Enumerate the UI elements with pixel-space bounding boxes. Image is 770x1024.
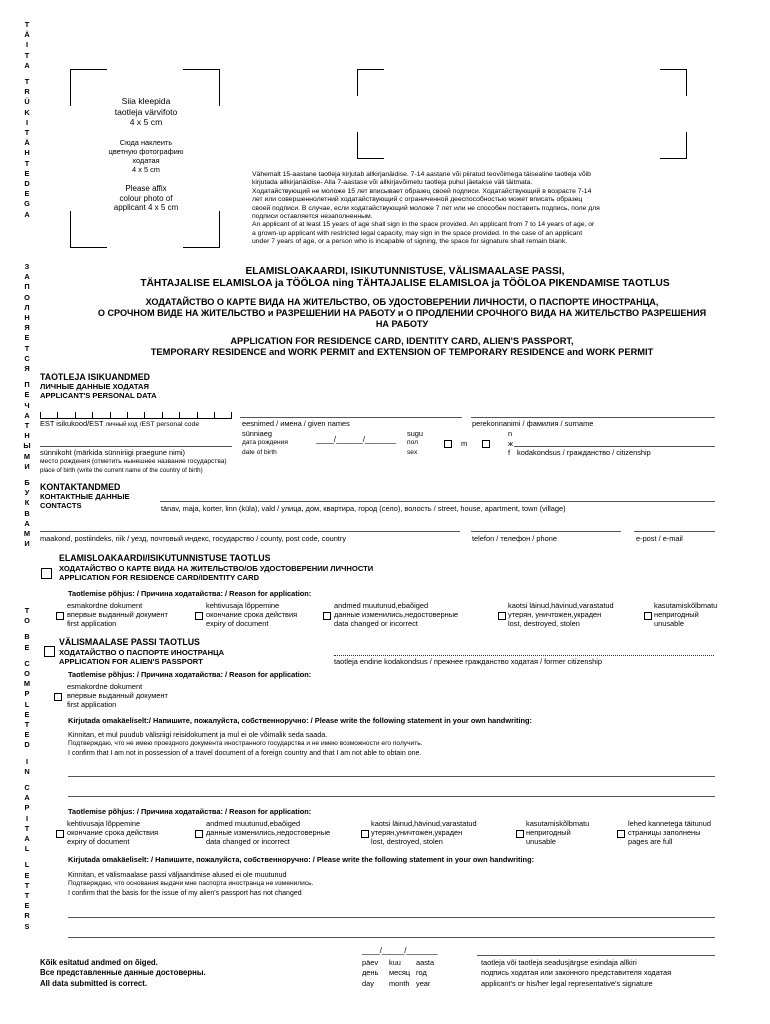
id-code-digit-divider	[92, 412, 93, 418]
id-code-label: EST isikukood/EST личный код /EST personal code	[40, 419, 200, 428]
given-names-input[interactable]	[240, 417, 462, 418]
reason-option	[526, 819, 589, 846]
side-letter: М	[23, 451, 31, 461]
side-letter: L	[24, 860, 30, 870]
title-eng: APPLICATION FOR RESIDENCE CARD, IDENTITY CARD, ALIEN'S PASSPORT, TEMPORARY RESIDENCE and WORK PERMIT and EXTENSION OF TEMPORARY RESIDENCE and WORK PERMIT	[150, 336, 654, 358]
pob-label-est: sünnikoht (märkida sünniriigi praegune nimi)	[40, 448, 186, 457]
phone-label: telefon / телефон / phone	[472, 534, 557, 543]
statement-1: Kinnitan, et mul puudub välisriigi reisidokument ja mul ei ole võimalik seda saada. Подтверждаю, что не имею проездного документа иностранного государства и не имею возможности его получить. I confirm that I am not in possession of a travel document of a foreign country and that I am not able to obtain one.	[68, 730, 423, 757]
side-letter: L	[24, 699, 30, 709]
side-letter: L	[24, 844, 30, 854]
side-letter: I	[25, 117, 29, 127]
sex-label-est: sugu	[407, 429, 424, 438]
side-letter: P	[24, 689, 30, 699]
reason-checkbox[interactable]	[195, 830, 203, 838]
reason-option	[67, 819, 158, 846]
side-text-estonian	[22, 20, 32, 220]
reason-option-text: впервые выданный документ	[67, 610, 168, 619]
sex-label-rus: пол	[407, 439, 418, 446]
reason-option	[206, 601, 297, 628]
reason-option-text: непригодный	[654, 610, 699, 619]
side-letter: M	[23, 679, 31, 689]
id-code-digit-divider	[40, 412, 41, 418]
reason-option-text: kaotsi läinud,hävinud,varastatud	[508, 601, 614, 610]
reason-checkbox[interactable]	[644, 612, 652, 620]
data-correct-statement: Kõik esitatud andmed on õiged. Все представленные данные достоверны. All data submitted is correct.	[40, 958, 206, 988]
side-letter: E	[24, 642, 30, 652]
reason-checkbox[interactable]	[617, 830, 625, 838]
reason-option	[628, 819, 711, 846]
side-letter: T	[24, 77, 30, 87]
reason-option-text: утерян, уничтожен,украден	[508, 610, 602, 619]
passport-heading: VÄLISMAALASE PASSI TAOTLUS ХОДАТАЙСТВО О ПАСПОРТЕ ИНОСТРАНЦА APPLICATION FOR ALIEN'S PASSPORT	[59, 637, 225, 666]
passport-reason-label-2: Taotlemise põhjus: / Причина ходатайства: / Reason for application:	[68, 807, 312, 816]
reason-checkbox[interactable]	[361, 830, 369, 838]
side-letter: A	[24, 209, 30, 219]
side-letter: H	[24, 148, 30, 158]
title-rus: ХОДАТАЙСТВО О КАРТЕ ВИДА НА ЖИТЕЛЬСТВО, ОБ УДОСТОВЕРЕНИИ ЛИЧНОСТИ, О ПАСПОРТЕ ИНОСТРАНЦА, О СРОЧНОМ ВИДЕ НА ЖИТЕЛЬСТВО и РАЗРЕШЕНИИ НА РАБОТУ и О ПРОДЛЕНИИ СРОЧНОГО ВИДА НА ЖИТЕЛЬСТВО РАЗРЕШЕНИЯ НА РАБОТУ	[97, 297, 707, 329]
side-letter: O	[24, 669, 30, 679]
side-letter: T	[24, 823, 30, 833]
side-letter: T	[24, 50, 30, 60]
side-letter: T	[24, 20, 30, 29]
phone-input[interactable]	[471, 531, 621, 532]
reason-option-text: data changed or incorrect	[334, 619, 418, 628]
side-letter: D	[24, 740, 30, 750]
passport-reason-label-1: Taotlemise põhjus: / Причина ходатайства: / Reason for application:	[68, 670, 312, 679]
side-letter: Л	[24, 302, 30, 312]
sex-label-eng: sex	[407, 449, 418, 456]
reason-checkbox[interactable]	[195, 612, 203, 620]
side-letter: Ы	[23, 441, 31, 451]
signature-label: taotleja või taotleja seadusjärgse esindaja allkiri подпись ходатая или законного представителя ходатая applicant's or his/her legal representative's signature	[481, 958, 672, 988]
first-application-checkbox[interactable]	[54, 693, 62, 701]
side-letter: C	[24, 658, 30, 668]
id-code-digit-divider	[144, 412, 145, 418]
side-letter: И	[24, 539, 30, 549]
id-code-digit-divider	[110, 412, 111, 418]
signature-note-line: своей подписи. В случае, если ходатайствующий моложе 7 лет или не способен поставить подпись, поле для	[252, 204, 600, 212]
side-letter: E	[24, 730, 30, 740]
sex-female-label-est: n	[508, 429, 513, 438]
surname-input[interactable]	[471, 417, 715, 418]
side-letter: C	[24, 783, 30, 793]
side-letter: Ч	[24, 400, 30, 410]
id-code-digit-divider	[231, 412, 232, 418]
sex-male-checkbox[interactable]	[444, 440, 452, 448]
side-letter: E	[24, 189, 30, 199]
date-year-label: aasta год year	[416, 958, 435, 988]
reason-option-text: lost, destroyed, stolen	[371, 837, 443, 846]
reason-option-text: andmed muutunud,ebaõiged	[334, 601, 429, 610]
handwriting-line[interactable]	[68, 917, 715, 918]
side-letter: O	[24, 616, 30, 626]
side-letter: T	[24, 880, 30, 890]
side-letter: Н	[24, 313, 30, 323]
side-letter: С	[24, 353, 30, 363]
photo-frame-corner	[183, 211, 220, 248]
signature-note-line: лет или совершеннолетний ходатайствующий с ограниченной дееспособностью может вписать образец	[252, 196, 583, 204]
reason-option-text: kasutamiskõlbmatu	[654, 601, 718, 610]
reason-option-text: data changed or incorrect	[206, 837, 290, 846]
side-letter: E	[24, 709, 30, 719]
contacts-heading: KONTAKTANDMED КОНТАКТНЫЕ ДАННЫЕ CONTACTS	[40, 482, 130, 511]
side-letter: Я	[24, 323, 30, 333]
side-letter: T	[24, 158, 30, 168]
id-code-digit-divider	[197, 412, 198, 418]
date-day-label: päev день day	[362, 958, 379, 988]
dob-label-eng: date of birth	[242, 449, 277, 456]
side-letter: М	[23, 529, 31, 539]
signature-frame-corner	[660, 69, 687, 96]
reason-option-text: данные изменились,недостоверные	[334, 610, 459, 619]
side-letter: S	[24, 921, 30, 931]
side-letter: А	[24, 518, 30, 528]
side-letter: G	[24, 199, 30, 209]
reason-option-text: утерян,уничтожен,украден	[371, 828, 463, 837]
side-letter: О	[24, 292, 30, 302]
reason-checkbox[interactable]	[56, 612, 64, 620]
email-input[interactable]	[634, 531, 715, 532]
signing-date-input[interactable]: ____/_____/_______	[362, 946, 438, 955]
side-letter: D	[24, 179, 30, 189]
side-letter: Я	[24, 364, 30, 374]
sex-female-label-eng: f	[508, 448, 511, 457]
side-letter: П	[24, 380, 30, 390]
side-letter: П	[24, 282, 30, 292]
id-code-input[interactable]	[40, 410, 232, 419]
residence-card-heading: ELAMISLOAKAARDI/ISIKUTUNNISTUSE TAOTLUS ХОДАТАЙСТВО О КАРТЕ ВИДА НА ЖИТЕЛЬСТВО/ОБ УДОСТОВЕРЕНИИ ЛИЧНОСТИ APPLICATION FOR RESIDENCE CARD/IDENTITY CARD	[59, 553, 374, 582]
email-label: e-post / e-mail	[636, 534, 683, 543]
side-letter: Е	[24, 333, 30, 343]
side-letter: R	[24, 911, 30, 921]
side-letter: E	[24, 168, 30, 178]
title-est: ELAMISLOAKAARDI, ISIKUTUNNISTUSE, VÄLISMAALASE PASSI, TÄHTAJALISE ELAMISLOA ja TÖÖLOA ning TÄHTAJALISE ELAMISLOA ja TÖÖLOA PIKENDAMISE TAOTLUS	[140, 266, 670, 289]
reason-option-text: first application	[67, 619, 117, 628]
handwriting-line[interactable]	[68, 796, 715, 797]
side-letter: B	[24, 632, 30, 642]
sex-female-label-rus: ж	[508, 439, 513, 448]
side-letter: Ä	[24, 138, 30, 148]
reason-option	[371, 819, 477, 846]
citizenship-label: kodakondsus / гражданство / citizenship	[517, 448, 651, 457]
county-input[interactable]	[40, 531, 460, 532]
signature-frame-corner	[357, 132, 384, 159]
statement-2: Kinnitan, et välismaalase passi väljaandmise alused ei ole muutunud Подтверждаю, что основания выдачи мне паспорта иностранца не изменились. I confirm that the basis for the issue of my alien's passport has not changed	[68, 870, 314, 897]
pob-label-eng: place of birth (write the current name of the country of birth)	[40, 467, 203, 474]
signature-frame-corner	[357, 69, 384, 96]
reason-option-text: unusable	[654, 619, 684, 628]
reason-option-text: expiry of document	[67, 837, 130, 846]
reason-checkbox[interactable]	[516, 830, 524, 838]
address-input[interactable]	[160, 501, 715, 502]
photo-instructions-rus: Сюда наклеить цветную фотографию ходатая 4 x 5 cm	[108, 138, 184, 174]
reason-option-text: kasutamiskõlbmatu	[526, 819, 590, 828]
reason-option-text: kehtivusaja lõppemine	[67, 819, 141, 828]
reason-option	[508, 601, 614, 628]
side-text-english	[22, 606, 32, 932]
id-code-digit-divider	[127, 412, 128, 418]
reason-option-text: expiry of document	[206, 619, 269, 628]
id-code-digit-divider	[57, 412, 58, 418]
id-code-digit-divider	[75, 412, 76, 418]
residence-card-checkbox[interactable]	[41, 568, 52, 579]
side-letter: Т	[24, 421, 30, 431]
reason-option-text: окончание срока действия	[206, 610, 298, 619]
surname-label: perekonnanimi / фамилия / surname	[472, 419, 594, 428]
reason-option-text: kehtivusaja lõppemine	[206, 601, 280, 610]
reason-option-text: pages are full	[628, 837, 673, 846]
side-letter: K	[24, 107, 30, 117]
photo-instructions-est: Siia kleepida taotleja värvifoto 4 x 5 cm	[114, 96, 178, 127]
address-label: tänav, maja, korter, linn (küla), vald / улица, дом, квартира, город (село), волость / street, house, apartment, town (village)	[161, 504, 566, 513]
reason-checkbox[interactable]	[56, 830, 64, 838]
side-letter: З	[24, 262, 30, 271]
side-letter: A	[24, 793, 30, 803]
side-letter: E	[24, 870, 30, 880]
sex-female-checkbox[interactable]	[482, 440, 490, 448]
signature-frame-corner	[660, 132, 687, 159]
side-letter: A	[24, 60, 30, 70]
signature-note	[252, 171, 600, 247]
side-letter: R	[24, 87, 30, 97]
sex-male-label: m	[461, 439, 468, 448]
side-letter: N	[24, 766, 30, 776]
side-letter: Ü	[24, 97, 30, 107]
signature-note-line: An applicant of at least 15 years of age shall sign in the space provided. An applicant from 7 to 14 years of age, or	[252, 221, 595, 229]
signature-note-line: a grown-up applicant with restricted legal capacity, may sign in the space provided. In the case of an applicant	[252, 229, 583, 237]
signature-note-line: under 7 years of age, or a person who is incapable of signing, the space for signature shall remain blank.	[252, 238, 568, 246]
given-names-label: eesnimed / имена / given names	[242, 419, 350, 428]
photo-instructions-eng: Please affix colour photo of applicant 4 x 5 cm	[113, 184, 179, 213]
side-letter: T	[24, 606, 30, 615]
side-letter: И	[24, 461, 30, 471]
reason-option	[206, 819, 330, 846]
personal-data-heading: TAOTLEJA ISIKUANDMED ЛИЧНЫЕ ДАННЫЕ ХОДАТАЯ APPLICANT'S PERSONAL DATA	[40, 372, 157, 401]
side-letter: Б	[24, 478, 30, 488]
side-letter: Ä	[24, 30, 30, 40]
side-text-russian	[22, 262, 32, 549]
photo-frame-corner	[70, 211, 107, 248]
pob-label-rus: место рождения (отметить нынешнее название государства)	[40, 458, 227, 465]
side-letter: E	[24, 901, 30, 911]
side-letter: I	[25, 40, 29, 50]
signature-input[interactable]	[477, 955, 715, 956]
side-letter: A	[24, 834, 30, 844]
reason-option-text: esmakordne dokument	[67, 601, 143, 610]
signature-note-line: kirjutada allkirjanäidise- Alla 7-aastase või allkirjavõimetu taotleja puhul jäetakse väli täitmata.	[252, 179, 533, 187]
handwriting-label-1: Kirjutada omakäeliselt:/ Напишите, пожалуйста, собственноручно: / Please write the following statement in your own handwriting:	[68, 716, 532, 725]
date-month-label: kuu месяц month	[389, 958, 411, 988]
dob-label-rus: дата рождения	[242, 439, 288, 446]
reason-checkbox[interactable]	[323, 612, 331, 620]
citizenship-input[interactable]	[514, 446, 715, 447]
id-code-digit-divider	[179, 412, 180, 418]
reason-option	[334, 601, 458, 628]
side-letter: T	[24, 720, 30, 730]
side-letter: У	[24, 488, 30, 498]
side-letter: А	[24, 272, 30, 282]
place-of-birth-input[interactable]	[40, 446, 232, 447]
reason-option-text: lehed kannetega täitunud	[628, 819, 712, 828]
former-citizenship-label: taotleja endine kodakondsus / прежнее гражданство ходатая / former citizenship	[334, 657, 603, 666]
handwriting-line[interactable]	[68, 937, 715, 938]
reason-option-text: данные изменились,недостоверные	[206, 828, 331, 837]
dob-input[interactable]: ____/______/_______	[316, 435, 397, 444]
reason-option	[67, 601, 168, 628]
reason-option-text: lost, destroyed, stolen	[508, 619, 580, 628]
residence-reason-label: Taotlemise põhjus: / Причина ходатайства: / Reason for application:	[68, 589, 312, 598]
side-letter: В	[24, 508, 30, 518]
passport-checkbox[interactable]	[44, 646, 55, 657]
first-application-label: esmakordne dokument впервые выданный документ first application	[67, 682, 168, 709]
side-letter: I	[25, 813, 29, 823]
id-code-digit-divider	[214, 412, 215, 418]
side-letter: Е	[24, 390, 30, 400]
dob-label-est: sünniaeg	[242, 429, 272, 438]
reason-option-text: unusable	[526, 837, 556, 846]
reason-option	[654, 601, 717, 628]
reason-option-text: окончание срока действия	[67, 828, 159, 837]
side-letter: P	[24, 803, 30, 813]
signature-note-line: Vähemalt 15-aastane taotleja kirjutab allkirjanäidise. 7-14 aastane või piiratud teovõimega täisealine taotleja võib	[252, 171, 591, 178]
side-letter: А	[24, 410, 30, 420]
reason-option-text: страницы заполнены	[628, 828, 701, 837]
signature-note-line: Ходатайствующий не моложе 15 лет вписывает образец своей подписи. Ходатайствующий в возрасте 7-14	[252, 187, 592, 195]
side-letter: T	[24, 891, 30, 901]
reason-option-text: andmed muutunud,ebaõiged	[206, 819, 301, 828]
side-letter: Н	[24, 431, 30, 441]
handwriting-label-2: Kirjutada omakäeliselt: / Напишите, пожалуйста, собственноручно: / Please write the following statement in your own handwriting:	[68, 855, 535, 864]
handwriting-line[interactable]	[68, 776, 715, 777]
reason-option-text: kaotsi läinud,hävinud,varastatud	[371, 819, 477, 828]
county-label: maakond, postiindeks, riik / уезд, почтовый индекс, государство / county, post code, country	[40, 534, 347, 543]
side-letter: I	[25, 756, 29, 766]
side-letter: К	[24, 498, 30, 508]
reason-option-text: непригодный	[526, 828, 571, 837]
side-letter: T	[24, 128, 30, 138]
former-citizenship-input[interactable]	[334, 655, 714, 656]
signature-note-line: подписи оставляется незаполненным.	[252, 213, 373, 221]
side-letter: Т	[24, 343, 30, 353]
reason-checkbox[interactable]	[498, 612, 506, 620]
id-code-digit-divider	[162, 412, 163, 418]
